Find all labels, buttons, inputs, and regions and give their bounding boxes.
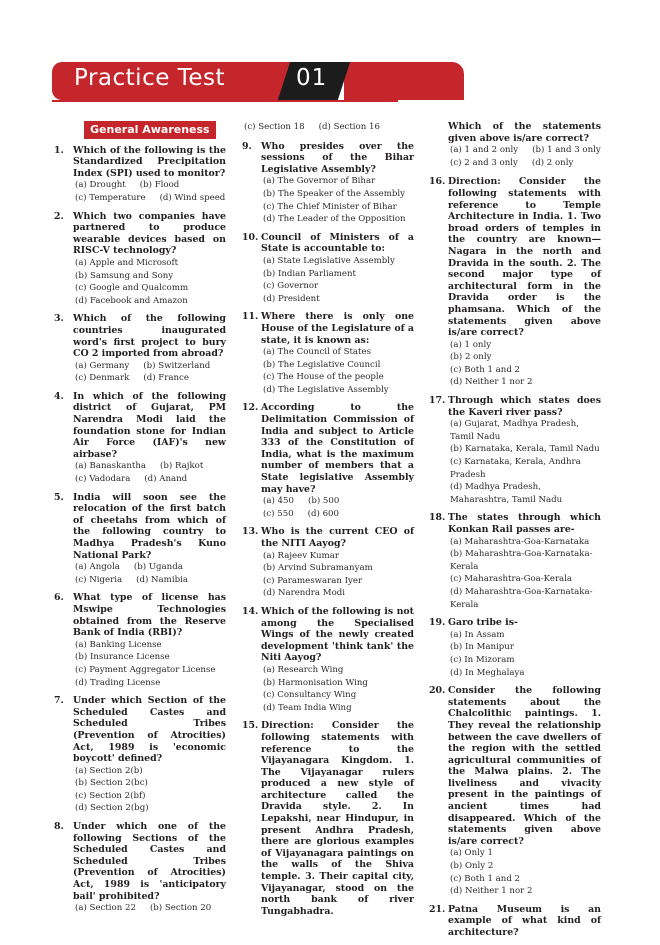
option: (d) Narendra Modi bbox=[263, 588, 345, 599]
option: (d) The Leader of the Opposition bbox=[263, 214, 406, 225]
option-row bbox=[261, 677, 414, 690]
option-row bbox=[261, 188, 414, 201]
question-item bbox=[242, 232, 414, 306]
option: (d) Anand bbox=[144, 474, 188, 485]
option-row bbox=[448, 860, 601, 873]
option: (d) Facebook and Amazon bbox=[75, 295, 188, 306]
option: (d) The Legislative Assembly bbox=[263, 384, 389, 395]
option: (d) Maharashtra-Goa-Karnataka-Kerala bbox=[450, 586, 593, 610]
option: (d) Section 16 bbox=[318, 122, 380, 132]
question-text: Who is the current CEO of the NITI Aayog? bbox=[261, 526, 414, 549]
option-row bbox=[73, 295, 226, 308]
question-number: 18. bbox=[429, 512, 446, 524]
option-row bbox=[73, 561, 226, 574]
test-number: 01 bbox=[296, 65, 328, 91]
option: (b) Section 20 bbox=[149, 903, 212, 914]
question-number: 5. bbox=[54, 491, 64, 503]
option: (c) In Mizoram bbox=[450, 654, 515, 665]
option-row bbox=[73, 802, 226, 815]
option: (c) Denmark bbox=[75, 373, 130, 384]
option: (c) Both 1 and 2 bbox=[450, 364, 521, 375]
option: (a) Banaskantha bbox=[75, 461, 147, 472]
option-row bbox=[448, 536, 601, 549]
question-item bbox=[429, 685, 601, 898]
question-text: Through which states does the Kaveri river pass? bbox=[448, 395, 601, 418]
option: (d) Team India Wing bbox=[263, 702, 352, 713]
option-row bbox=[73, 372, 226, 385]
question-item bbox=[242, 606, 414, 714]
option: (a) Angola bbox=[75, 562, 120, 573]
option: (a) State Legislative Assembly bbox=[263, 255, 395, 266]
option: (a) Section 22 bbox=[75, 903, 136, 914]
option-row bbox=[261, 689, 414, 702]
option: (a) Banking License bbox=[75, 639, 162, 650]
option: (b) Section 2(bc) bbox=[75, 778, 148, 789]
question-item bbox=[242, 311, 414, 396]
question-number: 9. bbox=[242, 140, 252, 152]
option: (a) The Council of States bbox=[263, 347, 372, 358]
option: (d) Neither 1 nor 2 bbox=[450, 886, 533, 897]
q15-continued-text: Which of the statements given above is/are correct? bbox=[448, 121, 601, 144]
option: (b) Uganda bbox=[133, 562, 183, 573]
option-row bbox=[73, 677, 226, 690]
question-text: Under which Section of the Scheduled Castes and Scheduled Tribes (Prevention of Atrocities) Act, 1989 is 'economic boycott' defined? bbox=[73, 695, 226, 765]
option-row bbox=[261, 359, 414, 372]
option: (b) The Legislative Council bbox=[263, 359, 381, 370]
option: (c) Nigeria bbox=[75, 574, 123, 585]
option: (a) 450 bbox=[263, 496, 294, 507]
question-number: 13. bbox=[242, 526, 259, 538]
question-text: India will soon see the relocation of the first batch of cheetahs from which of the following country to Madhya Pradesh's Kuno National Park? bbox=[73, 491, 226, 561]
question-text: Direction: Consider the following statements with reference to the Vijayanagara Kingdom. 1. The Vijayanagar rulers produced a new style of architecture called the Dravida style. 2. In Lepakshi, near Hindupur, in present Andhra Pradesh, there are glorious examples of Vijayanagara paintings on the walls of the Shiva temple. 3. Their capital city, Vijayanagar, stood on the north bank of river Tungabhadra. bbox=[261, 720, 414, 917]
option-row bbox=[448, 418, 601, 443]
option-row bbox=[448, 481, 601, 506]
question-number: 8. bbox=[54, 821, 64, 833]
option-row bbox=[73, 473, 226, 486]
question-text: Where there is only one House of the Legislature of a state, it is known as: bbox=[261, 311, 414, 346]
option: (b) 500 bbox=[307, 496, 340, 507]
option-row bbox=[448, 548, 601, 573]
option: (c) 2 and 3 only bbox=[450, 157, 518, 168]
option-row bbox=[73, 179, 226, 192]
option: (c) 550 bbox=[263, 508, 294, 519]
option: (b) Indian Parliament bbox=[263, 268, 356, 279]
question-number: 2. bbox=[54, 210, 64, 222]
option: (c) Karnataka, Kerala, Andhra Pradesh bbox=[450, 457, 581, 480]
option: (a) In Assam bbox=[450, 629, 505, 640]
option: (b) Rajkot bbox=[160, 461, 204, 472]
option-row bbox=[261, 293, 414, 306]
option-row bbox=[73, 664, 226, 677]
question-text: Garo tribe is- bbox=[448, 617, 518, 629]
question-text: Which two companies have partnered to produce wearable devices based on RISC-V technology? bbox=[73, 210, 226, 257]
option-row bbox=[73, 574, 226, 587]
option: (c) Google and Qualcomm bbox=[75, 283, 189, 294]
option-row bbox=[448, 586, 601, 611]
option: (b) 2 only bbox=[450, 352, 492, 363]
option: (d) 2 only bbox=[531, 157, 574, 168]
question-item bbox=[242, 141, 414, 226]
option-row bbox=[73, 460, 226, 473]
question-text: Consider the following statements about the Chalcolithic paintings. 1. They reveal the relationship between the cave dwellers of the region with the settled agricultural communities of the Malwa plains. 2. The liveliness and vivacity present in the paintings of ancient times had disappeared. Which of the statements given above is/are correct? bbox=[448, 685, 601, 847]
question-number: 16. bbox=[429, 176, 446, 188]
question-text: Under which one of the following Sections of the Scheduled Castes and Scheduled Tribes (Prevention of Atrocities) Act, 1989 is 'anticipatory bail' prohibited? bbox=[73, 821, 226, 902]
question-item bbox=[242, 526, 414, 600]
option: (c) Section 2(bf) bbox=[75, 790, 146, 801]
option: (c) Consultancy Wing bbox=[263, 690, 357, 701]
option: (b) The Speaker of the Assembly bbox=[263, 188, 406, 199]
option-row bbox=[261, 213, 414, 226]
option: (d) Wind speed bbox=[159, 192, 226, 203]
option-row bbox=[73, 639, 226, 652]
question-text: What type of license has Mswipe Technologies obtained from the Reserve Bank of India (RBI)? bbox=[73, 592, 226, 639]
option: (a) Gujarat, Madhya Pradesh, Tamil Nadu bbox=[450, 419, 579, 442]
question-number: 20. bbox=[429, 685, 446, 697]
option: (b) Karnataka, Kerala, Tamil Nadu bbox=[450, 444, 600, 455]
option-row bbox=[73, 360, 226, 373]
option-row bbox=[448, 351, 601, 364]
option-row bbox=[448, 873, 601, 886]
option-row bbox=[261, 508, 414, 521]
option-row bbox=[261, 562, 414, 575]
question-number: 11. bbox=[242, 311, 259, 323]
question-number: 17. bbox=[429, 395, 446, 407]
option-row bbox=[73, 270, 226, 283]
option-row bbox=[261, 702, 414, 715]
option-row bbox=[73, 651, 226, 664]
option: (a) Apple and Microsoft bbox=[75, 257, 179, 268]
option-row bbox=[448, 339, 601, 352]
option-row bbox=[73, 765, 226, 778]
option-row bbox=[261, 280, 414, 293]
question-item bbox=[54, 391, 226, 486]
option-row bbox=[261, 371, 414, 384]
question-item bbox=[54, 821, 226, 915]
option: (c) Payment Aggregator License bbox=[75, 664, 216, 675]
option-row bbox=[261, 550, 414, 563]
question-text: Which of the following is not among the Specialised Wings of the newly created development 'think tank' the Niti Aayog? bbox=[261, 605, 414, 664]
banner-underline bbox=[52, 100, 398, 102]
question-number: 15. bbox=[242, 720, 259, 732]
question-item bbox=[54, 211, 226, 308]
option: (b) Arvind Subramanyam bbox=[263, 563, 373, 574]
option: (a) The Governor of Bihar bbox=[263, 176, 376, 187]
option: (a) Only 1 bbox=[450, 848, 493, 859]
question-text: Which of the following countries inaugurated word's first project to bury CO 2 imported from abroad? bbox=[73, 313, 226, 360]
option: (c) The House of the people bbox=[263, 372, 384, 383]
question-item bbox=[54, 492, 226, 587]
option: (c) Section 18 bbox=[244, 122, 305, 132]
option: (a) Research Wing bbox=[263, 664, 344, 675]
option: (c) Vadodara bbox=[75, 474, 131, 485]
option-row bbox=[261, 495, 414, 508]
option: (b) Flood bbox=[139, 180, 180, 191]
option: (b) Switzerland bbox=[143, 360, 211, 371]
question-text: Who presides over the sessions of the Bihar Legislative Assembly? bbox=[261, 140, 414, 175]
option-row bbox=[73, 790, 226, 803]
question-text: Direction: Consider the following statements with reference to Temple Architecture in India. 1. Two broad orders of temples in the country are known— Nagara in the north and Dravida in the south. 2. The second major type of architectural form in the Dravida order is the phamsana. Which of the statements given above is/are correct? bbox=[448, 176, 601, 339]
option-row bbox=[73, 902, 226, 915]
option-row bbox=[448, 364, 601, 377]
option: (d) Madhya Pradesh, Maharashtra, Tamil Nadu bbox=[450, 482, 563, 505]
option: (b) Harmonisation Wing bbox=[263, 677, 368, 688]
option-row bbox=[448, 667, 601, 680]
question-item bbox=[429, 512, 601, 611]
option: (c) The Chief Minister of Bihar bbox=[263, 201, 397, 212]
option: (b) Insurance License bbox=[75, 652, 170, 663]
question-item bbox=[242, 720, 414, 917]
question-number: 10. bbox=[242, 231, 259, 243]
page-title: Practice Test bbox=[74, 65, 225, 91]
option: (a) 1 and 2 only bbox=[450, 145, 519, 156]
column-2 bbox=[242, 121, 414, 923]
question-number: 1. bbox=[54, 144, 64, 156]
option-row bbox=[73, 282, 226, 295]
question-item bbox=[54, 145, 226, 205]
question-number: 14. bbox=[242, 605, 259, 617]
option-row bbox=[261, 201, 414, 214]
option: (c) Parameswaran Iyer bbox=[263, 575, 363, 586]
option: (d) France bbox=[143, 373, 189, 384]
option-row bbox=[448, 847, 601, 860]
header-banner bbox=[52, 62, 412, 102]
question-text: According to the Delimitation Commission of India and subject to Article 333 of the Constitution of India, what is the maximum number of members that a State legislative Assembly may have? bbox=[261, 402, 414, 495]
question-item bbox=[429, 395, 601, 506]
question-number: 3. bbox=[54, 313, 64, 325]
question-item bbox=[429, 617, 601, 679]
option-row bbox=[73, 257, 226, 270]
question-text: The states through which Konkan Rail passes are- bbox=[448, 512, 601, 535]
option-row bbox=[73, 777, 226, 790]
option: (a) Rajeev Kumar bbox=[263, 550, 339, 561]
q15-continued-options bbox=[429, 144, 601, 169]
question-item bbox=[429, 904, 601, 939]
section-heading: General Awareness bbox=[84, 121, 216, 139]
question-item bbox=[54, 313, 226, 385]
question-text: In which of the following district of Gujarat, PM Narendra Modi laid the foundation stone for Indian Air Force (IAF)'s new airbase? bbox=[73, 390, 226, 460]
option: (b) In Manipur bbox=[450, 642, 514, 653]
option-row bbox=[448, 376, 601, 389]
option-row bbox=[448, 885, 601, 898]
option-row bbox=[261, 384, 414, 397]
banner-tail bbox=[344, 62, 464, 100]
option-row bbox=[261, 664, 414, 677]
option: (a) 1 only bbox=[450, 339, 492, 350]
option: (b) Maharashtra-Goa-Karnataka-Kerala bbox=[450, 549, 593, 572]
question-number: 7. bbox=[54, 695, 64, 707]
option: (a) Maharashtra-Goa-Karnataka bbox=[450, 536, 590, 547]
option-row bbox=[448, 456, 601, 481]
option: (d) Neither 1 nor 2 bbox=[450, 377, 533, 388]
option-row bbox=[448, 573, 601, 586]
column-3 bbox=[429, 121, 601, 945]
option-row bbox=[261, 346, 414, 359]
option: (c) Both 1 and 2 bbox=[450, 873, 521, 884]
option: (c) Governor bbox=[263, 281, 319, 292]
question-number: 4. bbox=[54, 390, 64, 402]
question-number: 6. bbox=[54, 592, 64, 604]
question-item bbox=[429, 176, 601, 389]
option: (b) 1 and 3 only bbox=[532, 145, 601, 156]
option-row bbox=[448, 629, 601, 642]
question-text: Council of Ministers of a State is accountable to: bbox=[261, 231, 414, 255]
option: (d) Section 2(bg) bbox=[75, 803, 149, 814]
option-row bbox=[448, 144, 601, 157]
option: (b) Only 2 bbox=[450, 861, 494, 872]
option-row bbox=[448, 443, 601, 456]
option-row bbox=[261, 268, 414, 281]
option: (d) 600 bbox=[307, 508, 339, 519]
option: (d) President bbox=[263, 293, 320, 304]
option-row bbox=[261, 255, 414, 268]
option-row bbox=[261, 575, 414, 588]
q8-continued-options bbox=[242, 121, 414, 134]
question-item bbox=[54, 592, 226, 689]
question-item bbox=[54, 695, 226, 815]
question-item bbox=[242, 402, 414, 520]
option-row bbox=[261, 175, 414, 188]
question-text: Which of the following is the Standardized Precipitation Index (SPI) used to monitor? bbox=[73, 144, 226, 179]
question-text: Patna Museum is an example of what kind of architecture? bbox=[448, 903, 601, 938]
option-row bbox=[261, 587, 414, 600]
column-1 bbox=[54, 121, 226, 921]
option: (a) Section 2(b) bbox=[75, 765, 143, 776]
option: (d) Namibia bbox=[136, 574, 188, 585]
option-row bbox=[448, 654, 601, 667]
option: (c) Temperature bbox=[75, 192, 146, 203]
option: (d) In Meghalaya bbox=[450, 667, 525, 678]
option: (c) Maharashtra-Goa-Kerala bbox=[450, 574, 573, 585]
question-number: 12. bbox=[242, 402, 259, 414]
option: (a) Drought bbox=[75, 180, 126, 191]
option: (b) Samsung and Sony bbox=[75, 270, 174, 281]
option: (d) Trading License bbox=[75, 677, 161, 688]
question-number: 21. bbox=[429, 903, 446, 915]
option-row bbox=[448, 641, 601, 654]
option-row bbox=[448, 157, 601, 170]
question-number: 19. bbox=[429, 617, 446, 629]
option: (a) Germany bbox=[75, 360, 130, 371]
option-row bbox=[73, 192, 226, 205]
